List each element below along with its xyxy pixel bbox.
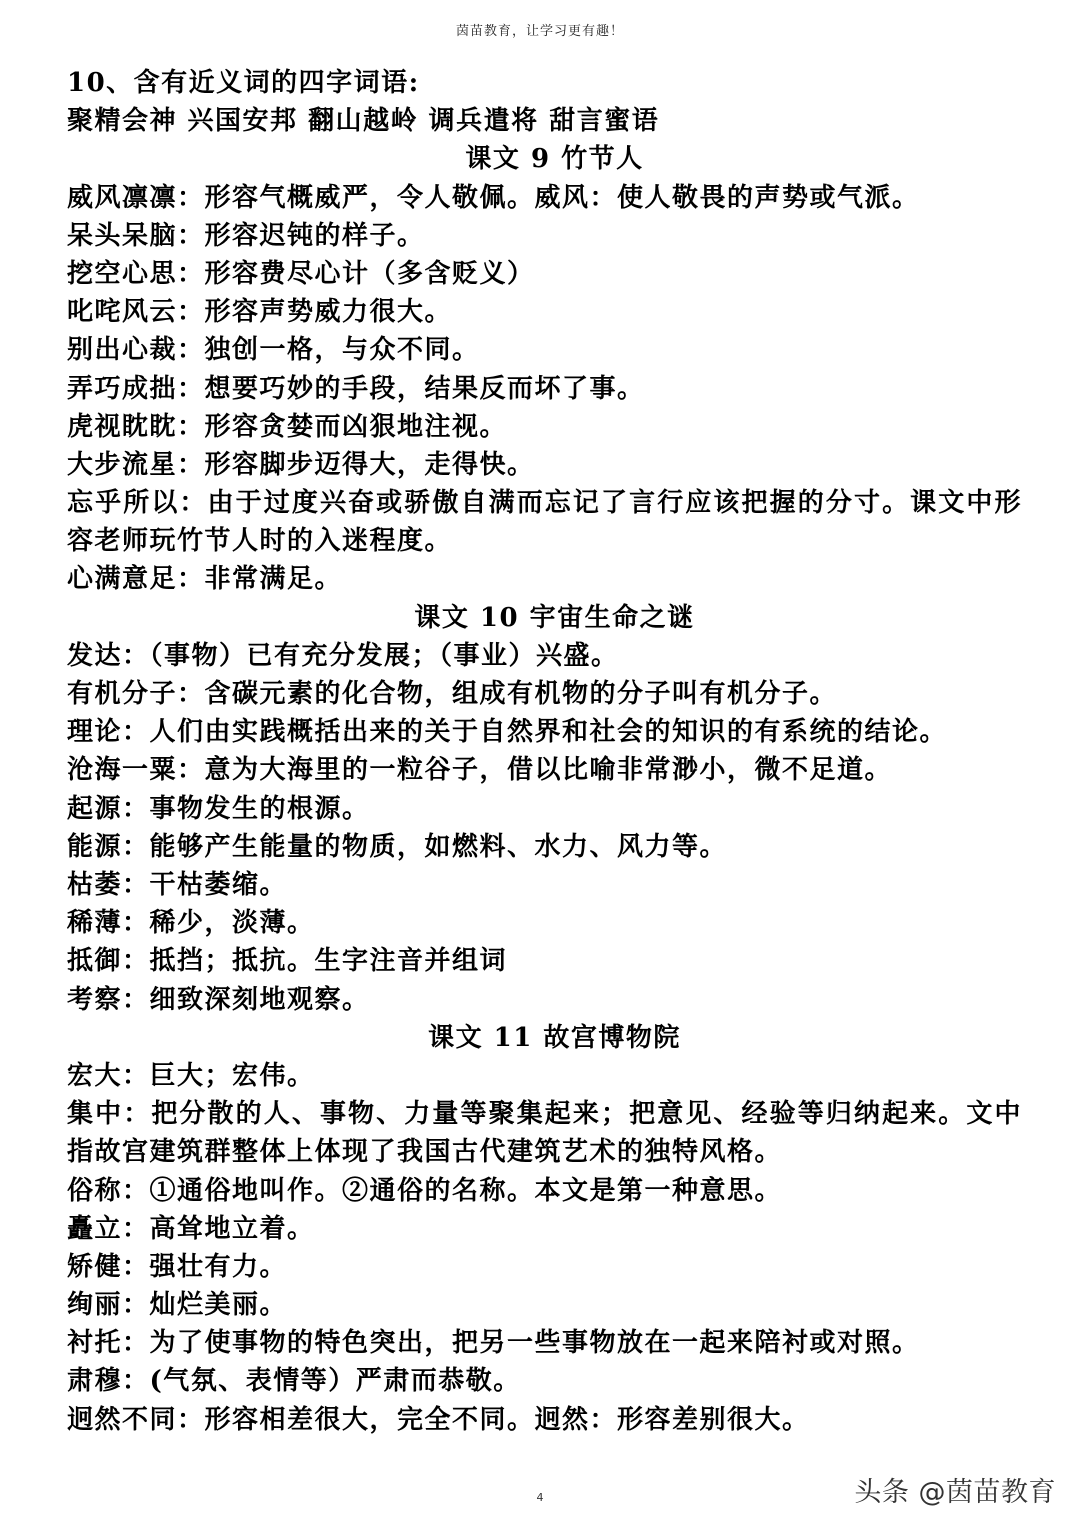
page-number: 4 [536, 1491, 544, 1504]
vocab-entry: 忘乎所以：由于过度兴奋或骄傲自满而忘记了言行应该把握的分寸。课文中形容老师玩竹节人时的入迷程度。 [67, 488, 1022, 557]
vocab-entry: 虎视眈眈：形容贪婪而凶狠地注视。 [67, 411, 508, 442]
vocab-entry: 发达：（事物）已有充分发展；（事业）兴盛。 [67, 640, 619, 671]
vocab-entry: 有机分子：含碳元素的化合物，组成有机物的分子叫有机分子。 [67, 679, 838, 710]
vocab-entry: 叱咤风云：形容声势威力很大。 [67, 297, 453, 328]
vocab-entry: 绚丽：灿烂美丽。 [67, 1290, 288, 1321]
vocab-entry: 挖空心思：形容费尽心计（多含贬义） [67, 258, 535, 289]
vocab-entry: 迥然不同：形容相差很大，完全不同。迥然：形容差别很大。 [67, 1404, 810, 1435]
vocab-entry: 能源：能够产生能量的物质，如燃料、水力、风力等。 [67, 831, 728, 862]
vocab-entry: 稀薄：稀少，淡薄。 [67, 908, 315, 939]
section-title: 课文 9 竹节人 [465, 144, 644, 175]
vocab-entry: 心满意足：非常满足。 [67, 564, 343, 595]
vocab-entry: 弄巧成拙：想要巧妙的手段，结果反而坏了事。 [67, 373, 645, 404]
vocab-entry: 别出心裁：独创一格，与众不同。 [67, 335, 480, 366]
section-title: 课文 11 故宫博物院 [428, 1022, 681, 1053]
section-title: 课文 10 宇宙生命之谜 [414, 602, 695, 633]
page-header-slogan: 茵苗教育，让学习更有趣！ [455, 24, 624, 39]
vocab-entry: 呆头呆脑：形容迟钝的样子。 [67, 220, 425, 251]
vocab-entry: 宏大：巨大；宏伟。 [67, 1060, 315, 1091]
platform-watermark: 头条 @茵苗教育 [854, 1477, 1056, 1508]
document-body [67, 64, 1022, 1439]
vocab-entry: 大步流星：形容脚步迈得大，走得快。 [67, 449, 535, 480]
vocab-entry: 理论：人们由实践概括出来的关于自然界和社会的知识的有系统的结论。 [67, 717, 948, 748]
vocab-entry: 枯萎：干枯萎缩。 [67, 869, 288, 900]
vocab-entry: 俗称：①通俗地叫作。②通俗的名称。本文是第一种意思。 [67, 1175, 783, 1206]
vocab-entry: 矫健：强壮有力。 [67, 1251, 288, 1282]
vocab-entry: 考察：细致深刻地观察。 [67, 984, 370, 1015]
vocab-entry: 肃穆：(气氛、表情等）严肃而恭敬。 [67, 1366, 521, 1397]
vocab-entry: 集中：把分散的人、事物、力量等聚集起来；把意见、经验等归纳起来。文中指故宫建筑群整体上体现了我国古代建筑艺术的独特风格。 [67, 1099, 1022, 1168]
vocab-entry: 威风凛凛：形容气概威严，令人敬佩。威风：使人敬畏的声势或气派。 [67, 182, 920, 213]
vocab-entry: 抵御：抵挡；抵抗。生字注音并组词 [67, 946, 508, 977]
vocab-entry: 聚精会神 兴国安邦 翻山越岭 调兵遣将 甜言蜜语 [67, 106, 660, 137]
vocab-entry: 起源：事物发生的根源。 [67, 793, 370, 824]
vocab-entry: 矗立：高耸地立着。 [67, 1213, 315, 1244]
vocab-entry: 沧海一粟：意为大海里的一粒谷子，借以比喻非常渺小，微不足道。 [67, 755, 893, 786]
vocab-entry: 衬托：为了使事物的特色突出，把另一些事物放在一起来陪衬或对照。 [67, 1328, 920, 1359]
vocab-entry: 10、含有近义词的四字词语: [67, 68, 420, 98]
